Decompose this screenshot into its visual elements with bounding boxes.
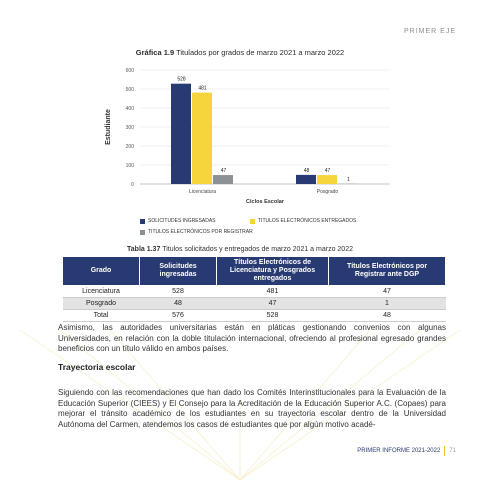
y-tick-label: 200 bbox=[125, 144, 134, 150]
section-heading: Trayectoria escolar bbox=[58, 362, 136, 372]
legend-label: TITULOS ELECTRÓNICOS ENTREGADOS bbox=[258, 218, 357, 224]
data-label: 481 bbox=[198, 85, 207, 92]
y-tick-label: 0 bbox=[131, 182, 134, 188]
bar-chart bbox=[100, 60, 400, 210]
table-cell: 48 bbox=[329, 310, 446, 322]
header-cell: Solicitudes ingresadas bbox=[140, 257, 217, 286]
legend-swatch bbox=[140, 219, 145, 224]
table-cell: 528 bbox=[217, 310, 329, 322]
legend-swatch bbox=[250, 219, 255, 224]
y-tick-label: 500 bbox=[125, 87, 134, 93]
table-row bbox=[63, 286, 446, 298]
chart-title-text: Titulados por grados de marzo 2021 a marzo 2022 bbox=[176, 48, 345, 57]
paragraph-2: Siguiendo con las recomendaciones que han dado los Comités Interinstitucionales para la Evaluación de la Educación Superior (CIEES) y El Consejo para la Acreditación de la Educación Superior A.C. (Copaes) para mejorar el tránsito académico de los estudiantes en su trayectoria escolar dentro de la Universidad Autónoma del Carmen, atendemos los casos de estudiantes que por algún motivo acadé- bbox=[58, 388, 446, 429]
legend-item-1 bbox=[140, 218, 216, 224]
chart-title-prefix: Gráfica 1.9 bbox=[135, 48, 175, 57]
page-number: 71 bbox=[449, 448, 456, 454]
bar bbox=[213, 175, 233, 184]
legend-item-2 bbox=[250, 218, 356, 224]
bar bbox=[317, 175, 337, 184]
legend-item-3 bbox=[140, 229, 253, 235]
footer-divider bbox=[444, 446, 445, 456]
data-table bbox=[62, 256, 446, 322]
bar bbox=[296, 175, 316, 184]
legend-label: SOLICITUDES INGRESADAS bbox=[148, 218, 216, 224]
bar bbox=[192, 93, 212, 184]
table-title-prefix: Tabla 1.37 bbox=[127, 246, 161, 253]
table-cell: Total bbox=[63, 310, 140, 322]
y-tick-label: 600 bbox=[125, 68, 134, 74]
header-cell: Títulos Electrónicos por Registrar ante DGP bbox=[329, 257, 446, 286]
data-label: 528 bbox=[177, 76, 186, 83]
bar bbox=[171, 84, 191, 184]
y-axis-label: Estudiante bbox=[105, 109, 112, 145]
x-tick-label: Licenciatura bbox=[189, 189, 216, 195]
table-title-text: Titulos solicitados y entregados de marzo 2021 a marzo 2022 bbox=[162, 246, 353, 253]
table-title bbox=[0, 246, 480, 253]
table-cell: 48 bbox=[140, 298, 217, 310]
legend-label: TITULOS ELECTRÓNICOS POR REGISTRAR bbox=[148, 229, 253, 235]
table-header-row bbox=[63, 257, 446, 286]
data-label: 48 bbox=[303, 167, 310, 174]
page-footer bbox=[357, 446, 456, 456]
x-axis-label: Ciclos Escolar bbox=[246, 199, 284, 205]
y-tick-label: 100 bbox=[125, 163, 134, 169]
legend-swatch bbox=[140, 230, 145, 235]
table-cell: 1 bbox=[329, 298, 446, 310]
table-row bbox=[63, 310, 446, 322]
chart-title bbox=[0, 48, 480, 57]
header-cell: Títulos Electrónicos de Licenciatura y Posgrados entregados bbox=[217, 257, 329, 286]
table-cell: 481 bbox=[217, 286, 329, 298]
table-cell: 528 bbox=[140, 286, 217, 298]
y-tick-label: 300 bbox=[125, 125, 134, 131]
table-cell: 47 bbox=[329, 286, 446, 298]
data-label: 47 bbox=[324, 168, 331, 175]
data-label: 47 bbox=[220, 168, 227, 175]
data-label: 1 bbox=[347, 176, 350, 183]
y-tick-label: 400 bbox=[125, 106, 134, 112]
paragraph-1: Asimismo, las autoridades universitarias están en pláticas gestionando convenios con algunas Universidades, en relación con la doble titulación internacional, ofreciendo al profesional egresado grandes beneficios con un título válido en ambos países. bbox=[58, 323, 446, 353]
table-cell: 47 bbox=[217, 298, 329, 310]
footer-label: PRIMER INFORME 2021-2022 bbox=[357, 448, 441, 454]
table-cell: 576 bbox=[140, 310, 217, 322]
section-label: PRIMER EJE bbox=[403, 28, 456, 35]
table-cell: Licenciatura bbox=[63, 286, 140, 298]
table-cell: Posgrado bbox=[63, 298, 140, 310]
header-cell: Grado bbox=[63, 257, 140, 286]
table-row bbox=[63, 298, 446, 310]
x-tick-label: Posgrado bbox=[316, 189, 339, 195]
